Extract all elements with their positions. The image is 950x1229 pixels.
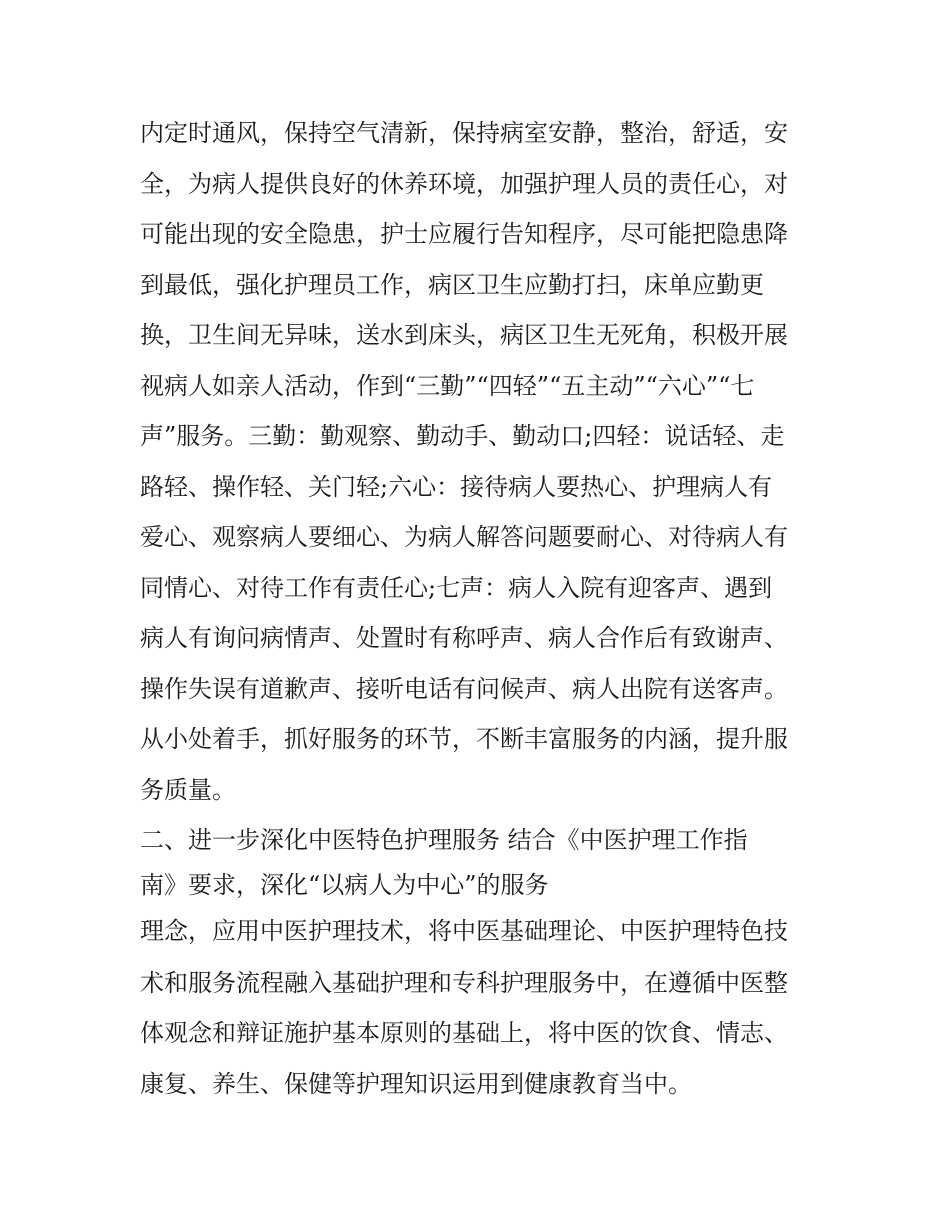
text-line: 体观念和辩证施护基本原则的基础上，将中医的饮食、情志、 <box>140 1019 788 1047</box>
text-line: 视病人如亲人活动，作到“三勤”“四轻”“五主动”“六心”“七 <box>140 371 755 400</box>
body-text <box>140 108 830 1109</box>
text-line: 全，为病人提供良好的休养环境，加强护理人员的责任心，对 <box>140 169 788 198</box>
text-line: 从小处着手，抓好服务的环节，不断丰富服务的内涵，提升服 <box>140 725 788 753</box>
section-heading-line: 南》要求，深化“以病人为中心”的服务 <box>140 870 549 899</box>
text-line: 到最低，强化护理员工作，病区卫生应勤打扫，床单应勤更 <box>140 270 764 299</box>
text-line: 爱心、观察病人要细心、为病人解答问题要耐心、对待病人有 <box>140 523 788 551</box>
text-line: 理念，应用中医护理技术，将中医基础理论、中医护理特色技 <box>140 916 788 945</box>
text-line: 换，卫生间无异味，送水到床头，病区卫生无死角，积极开展 <box>140 321 788 349</box>
text-line: 可能出现的安全隐患，护士应履行告知程序，尽可能把隐患降 <box>140 220 788 248</box>
text-line: 病人有询问病情声、处置时有称呼声、病人合作后有致谢声、 <box>140 624 788 652</box>
text-line: 术和服务流程融入基础护理和专科护理服务中，在遵循中医整 <box>140 968 788 997</box>
text-line: 同情心、对待工作有责任心;七声：病人入院有迎客声、遇到 <box>140 573 773 602</box>
text-line: 康复、养生、保健等护理知识运用到健康教育当中。 <box>140 1069 692 1098</box>
text-line: 内定时通风，保持空气清新，保持病室安静，整治，舒适，安 <box>140 119 788 147</box>
text-line: 务质量。 <box>140 775 236 804</box>
text-line: 操作失误有道歉声、接听电话有问候声、病人出院有送客声。 <box>140 674 788 703</box>
text-line: 声”服务。三勤：勤观察、勤动手、勤动口;四轻：说话轻、走 <box>140 422 785 450</box>
section-heading-line: 二、进一步深化中医特色护理服务 结合《中医护理工作指 <box>140 826 748 854</box>
text-line: 路轻、操作轻、关门轻;六心：接待病人要热心、护理病人有 <box>140 472 773 501</box>
